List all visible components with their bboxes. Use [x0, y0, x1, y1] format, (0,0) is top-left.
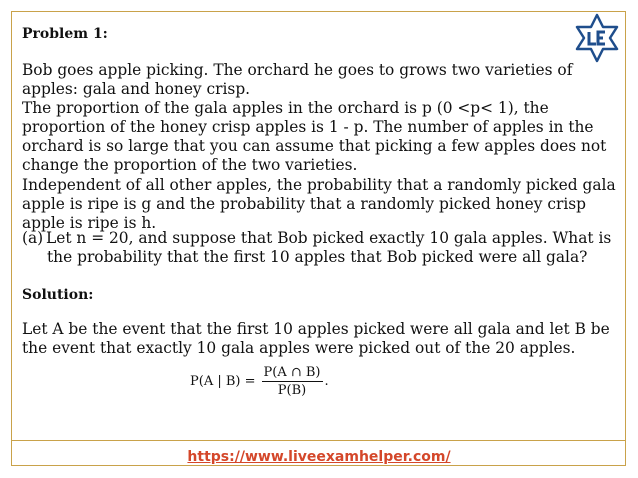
- solution-heading: Solution:: [22, 287, 94, 303]
- star-logo-icon: [572, 13, 622, 63]
- question-a: [22, 229, 618, 267]
- formula-denominator: P(B): [277, 383, 307, 398]
- formula-period: .: [324, 374, 329, 389]
- conditional-probability-formula: [190, 366, 329, 397]
- problem-heading: Problem 1:: [22, 26, 108, 42]
- question-marker: (a): [22, 229, 44, 247]
- formula-fraction: [262, 366, 323, 397]
- problem-proportions: The proportion of the gala apples in the orchard is p (0 <p< 1), the proportion of the honey crisp apples is 1 - p. The number of apples in the orchard is so large that you can assume that picking a few apples does not change the proportion of the two varieties.: [22, 99, 607, 174]
- problem-ripeness: Independent of all other apples, the probability that a randomly picked gala apple is ripe is g and the probability that a randomly picked honey crisp apple is ripe is h.: [22, 176, 616, 232]
- question-text: Let n = 20, and suppose that Bob picked exactly 10 gala apples. What is the probability that the first 10 apples that Bob picked were all gala?: [46, 229, 612, 266]
- formula-lhs: P(A | B) =: [190, 374, 256, 389]
- footer-divider: [11, 440, 626, 441]
- website-link[interactable]: https://www.liveexamhelper.com/: [187, 449, 451, 465]
- problem-intro: Bob goes apple picking. The orchard he goes to grows two varieties of apples: gala and honey crisp.: [22, 61, 573, 98]
- solution-text: Let A be the event that the first 10 apples picked were all gala and let B be the event that exactly 10 gala apples were picked out of the 20 apples.: [22, 320, 610, 357]
- formula-numerator: P(A ∩ B): [263, 365, 321, 380]
